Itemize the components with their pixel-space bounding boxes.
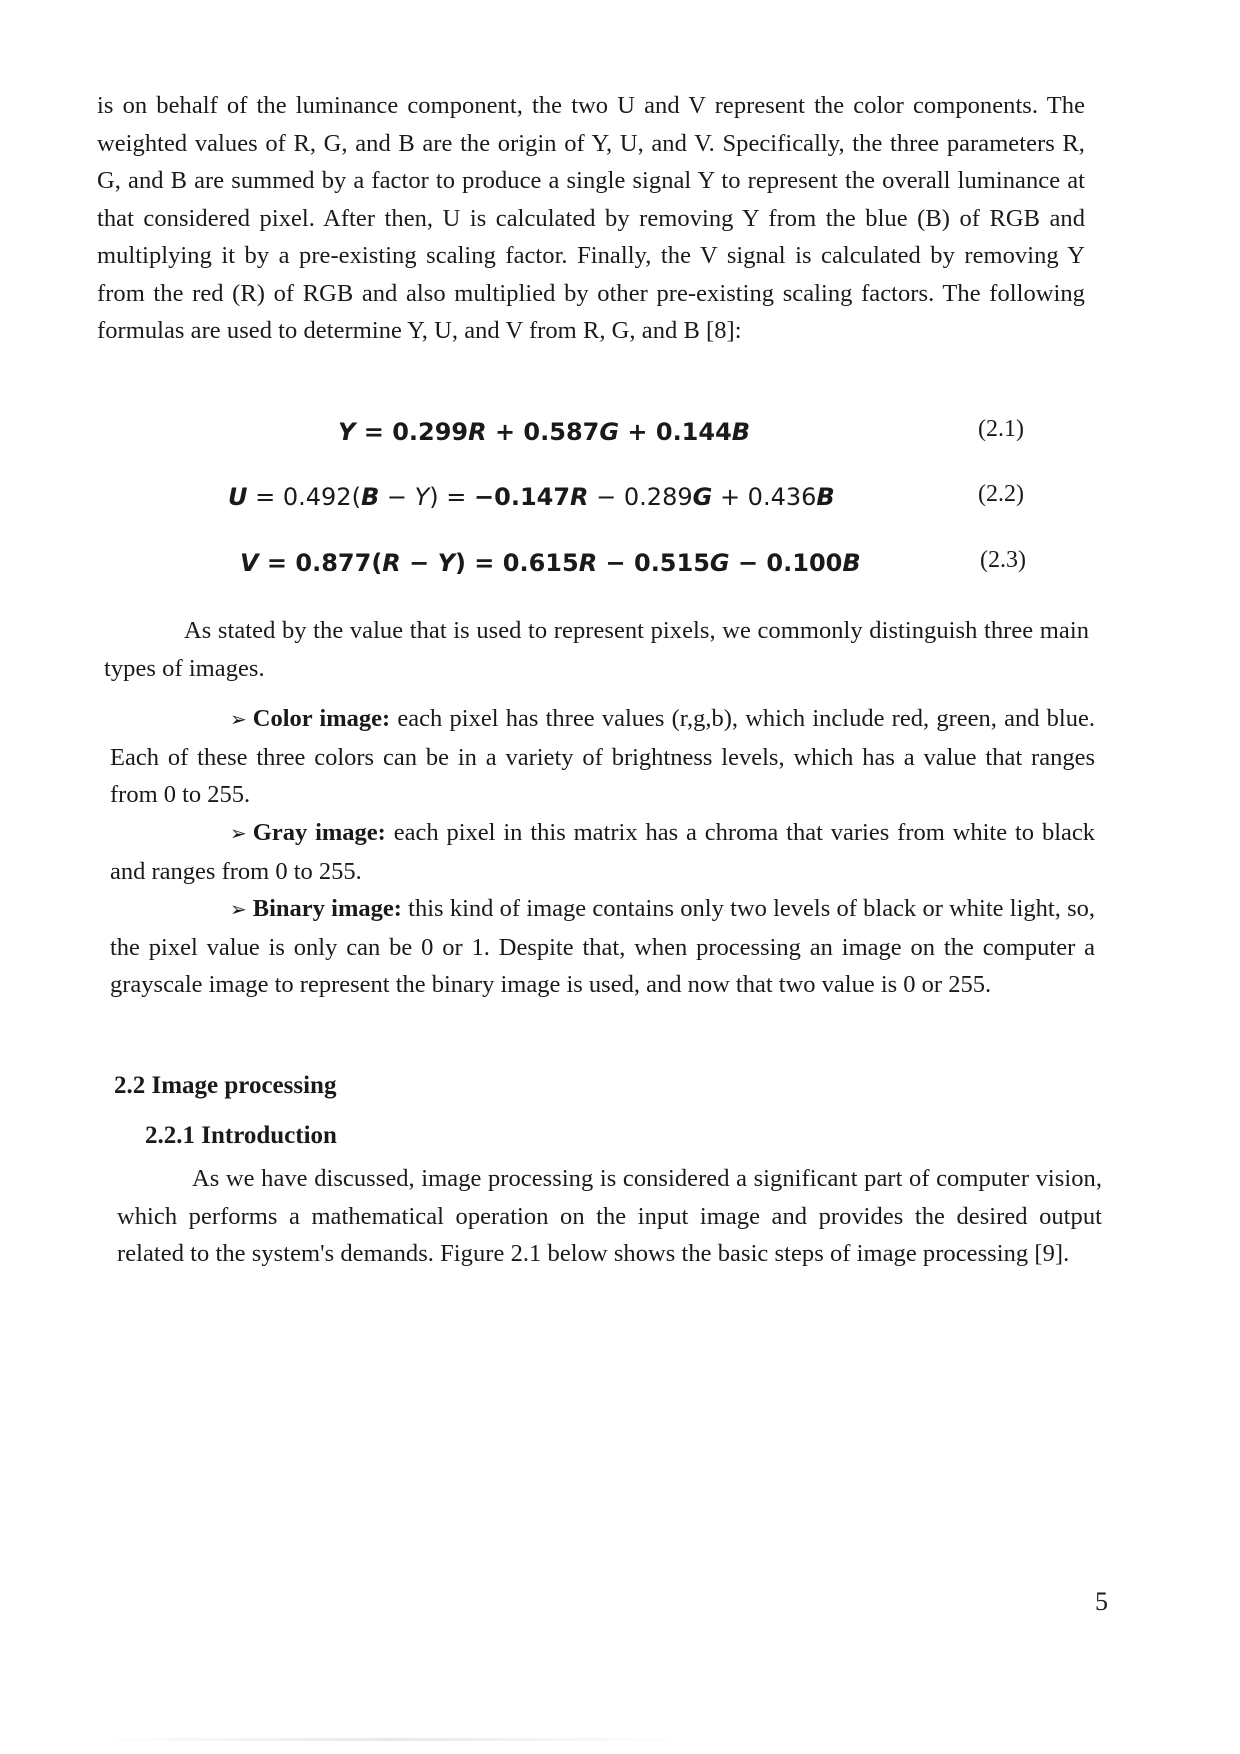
bullet-color-image — [110, 700, 1095, 814]
paragraph-yuv-description: is on behalf of the luminance component, the two U and V represent the color components. The weighted values of R, G, and B are the origin of Y, U, and V. Specifically, the three parameters R, G, and B are summed by a factor to produce a single signal Y to represent the overall luminance at that considered pixel. After then, U is calculated by removing Y from the blue (B) of RGB and multiplying it by a pre-existing scaling factor. Finally, the V signal is calculated by removing Y from the red (R) of RGB and also multiplied by other pre-existing scaling factors. The following formulas are used to determine Y, U, and V from R, G, and B [8]: — [97, 92, 1085, 344]
equation-number-2-3: (2.3) — [980, 547, 1026, 573]
equation-v: V = 0.877(R − Y) = 0.615R − 0.515G − 0.100B — [240, 549, 861, 577]
bullet-gray-image — [110, 814, 1095, 890]
bullet-label: Color image: — [252, 705, 391, 732]
bullet-label: Binary image: — [252, 895, 402, 922]
subsection-heading: 2.2.1 Introduction — [145, 1122, 337, 1149]
equation-number-2-1: (2.1) — [978, 416, 1024, 442]
page-number: 5 — [1095, 1587, 1108, 1616]
bullet-binary-image — [110, 890, 1095, 1004]
paragraph-image-types-intro: As stated by the value that is used to represent pixels, we commonly distinguish three main types of images. — [104, 617, 1089, 682]
section-heading: 2.2 Image processing — [114, 1072, 337, 1099]
equation-number-2-2: (2.2) — [978, 481, 1024, 507]
bullet-text: each pixel in this matrix has a chroma that varies from white to black and ranges from 0 to 255. — [110, 819, 1095, 885]
bullet-text: this kind of image contains only two levels of black or white light, so, the pixel value is only can be 0 or 1. Despite that, when processing an image on the computer a grayscale image to represent the binary image is used, and now that two value is 0 or 255. — [110, 895, 1095, 998]
arrow-bullet-icon: ➢ — [230, 897, 247, 921]
arrow-bullet-icon: ➢ — [230, 821, 247, 845]
bullet-label: Gray image: — [252, 819, 386, 846]
arrow-bullet-icon: ➢ — [230, 707, 247, 731]
scan-artifact-divider — [90, 1738, 690, 1741]
equation-u: U = 0.492(B − Y) = −0.147R − 0.289G + 0.436B — [228, 483, 835, 511]
bullet-text: each pixel has three values (r,g,b), which include red, green, and blue. Each of these three colors can be in a variety of brightness levels, which has a value that ranges from 0 to 255. — [110, 705, 1095, 808]
paragraph-introduction: As we have discussed, image processing is considered a significant part of computer vision, which performs a mathematical operation on the input image and provides the desired output related to the system's demands. Figure 2.1 below shows the basic steps of image processing [9]. — [117, 1165, 1102, 1267]
equation-y: Y = 0.299R + 0.587G + 0.144B — [338, 418, 751, 446]
